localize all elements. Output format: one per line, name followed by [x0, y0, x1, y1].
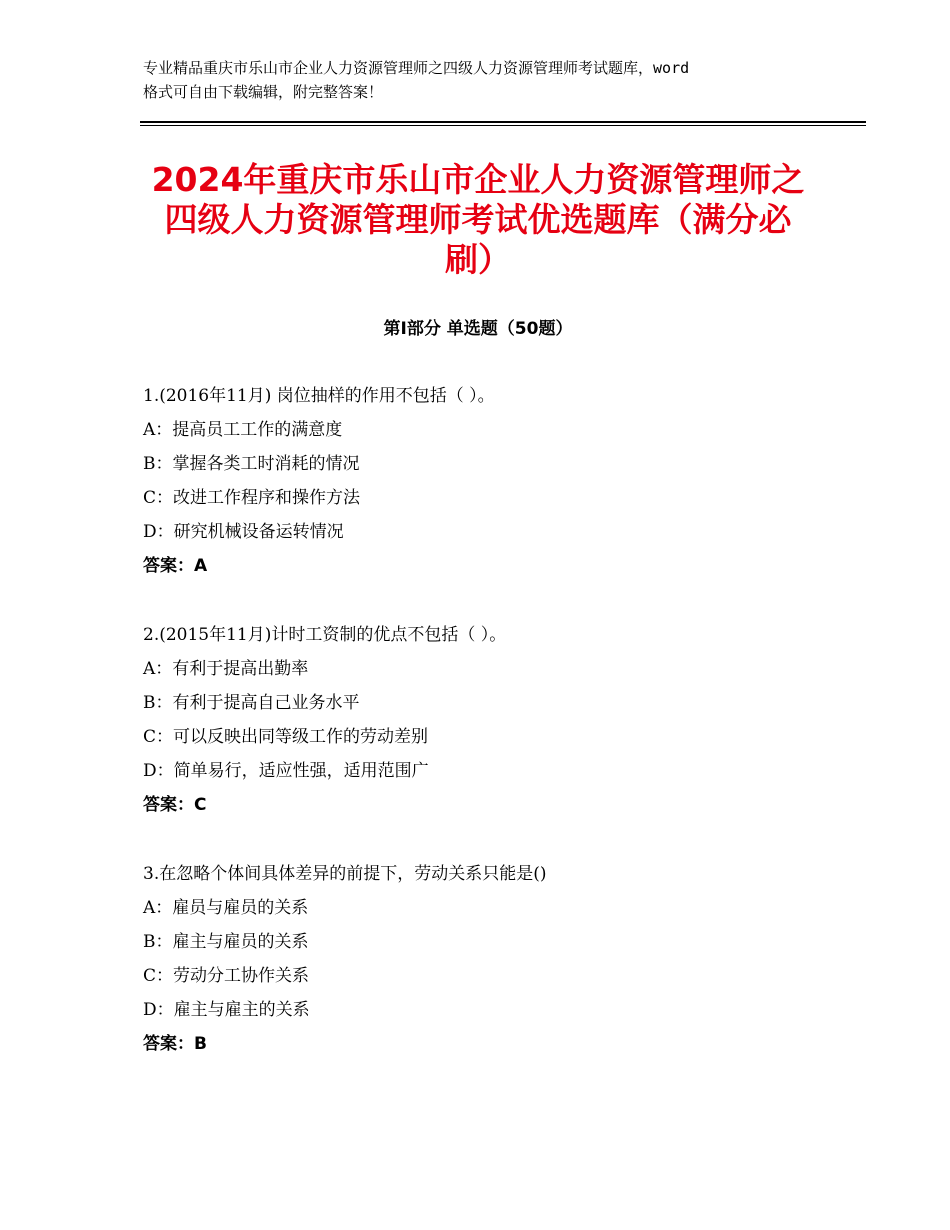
answer: 答案：A [143, 556, 208, 576]
option-c: C：劳动分工协作关系 [143, 966, 310, 986]
title-line-2: 四级人力资源管理师考试优选题库（满分必 [164, 200, 792, 239]
option-b: B：雇主与雇员的关系 [143, 932, 309, 952]
question-stem: 3.在忽略个体间具体差异的前提下，劳动关系只能是() [143, 864, 547, 884]
section-title: 第Ⅰ部分 单选题（50题） [383, 319, 573, 339]
header-rule-thick [140, 121, 866, 123]
option-c: C：改进工作程序和操作方法 [143, 488, 361, 508]
option-d: D：简单易行，适应性强，适用范围广 [143, 761, 429, 781]
question-2 [143, 618, 843, 822]
answer: 答案：C [143, 795, 207, 815]
title-line-3: 刷） [445, 240, 511, 279]
header-note [143, 56, 823, 104]
document-title [140, 160, 816, 280]
header-note-line-2: 格式可自由下载编辑，附完整答案！ [143, 83, 384, 101]
option-a: A：提高员工工作的满意度 [143, 420, 343, 440]
option-a: A：雇员与雇员的关系 [143, 898, 309, 918]
question-stem: 1.(2016年11月) 岗位抽样的作用不包括（ ）。 [143, 386, 495, 406]
question-3 [143, 857, 843, 1061]
option-d: D：研究机械设备运转情况 [143, 522, 344, 542]
title-line-1: 2024年重庆市乐山市企业人力资源管理师之 [151, 160, 805, 199]
option-b: B：掌握各类工时消耗的情况 [143, 454, 360, 474]
option-c: C：可以反映出同等级工作的劳动差别 [143, 727, 429, 747]
header-rule-thin [140, 125, 866, 126]
header-note-line-1: 专业精品重庆市乐山市企业人力资源管理师之四级人力资源管理师考试题库，word [143, 59, 690, 77]
question-1 [143, 379, 843, 583]
option-a: A：有利于提高出勤率 [143, 659, 309, 679]
question-stem: 2.(2015年11月)计时工资制的优点不包括（ ）。 [143, 625, 507, 645]
answer: 答案：B [143, 1034, 207, 1054]
option-b: B：有利于提高自己业务水平 [143, 693, 360, 713]
option-d: D：雇主与雇主的关系 [143, 1000, 310, 1020]
